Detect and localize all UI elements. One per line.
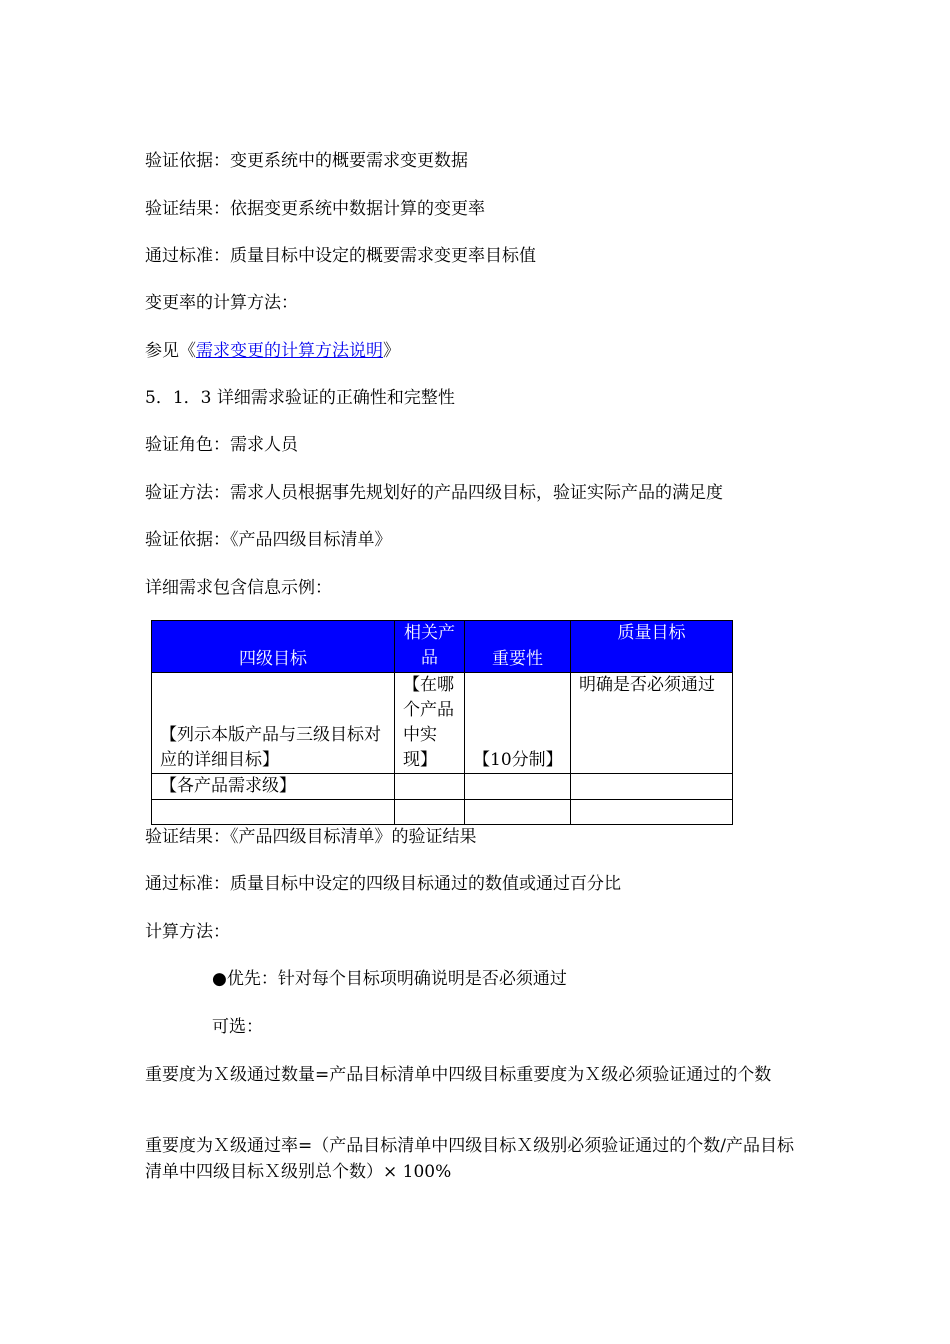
reference-line [145,339,400,363]
header-quality-goal: 质量目标 [571,621,733,673]
table-cell [465,800,571,825]
verify-result-line-2: 验证结果：《产品四级目标清单》的验证结果 [145,827,477,847]
table-cell [465,774,571,800]
section-heading: 5．1．3 详细需求验证的正确性和完整性 [145,388,455,408]
goals-table [151,620,733,825]
verify-basis-line: 验证依据：变更系统中的概要需求变更数据 [145,151,468,171]
detail-info-example-line: 详细需求包含信息示例： [145,578,332,598]
pass-rate-formula: 重要度为Ｘ级通过率=（产品目标清单中四级目标Ｘ级别必须验证通过的个数/产品目标清单中四级目标Ｘ级别总个数）× 100% [145,1136,794,1182]
reference-prefix: 参见《 [145,341,196,361]
table-cell [571,774,733,800]
header-importance: 重要性 [465,621,571,673]
table-row [152,800,733,825]
reference-suffix: 》 [383,341,400,361]
verify-role-line: 验证角色：需求人员 [145,435,298,455]
verify-result-line: 验证结果：依据变更系统中数据计算的变更率 [145,199,485,219]
table-cell: 【在哪个产品中实现】 [395,673,465,774]
table-cell [152,800,395,825]
table-cell: 【列示本版产品与三级目标对应的详细目标】 [152,673,395,774]
priority-bullet-line: ●优先：针对每个目标项明确说明是否必须通过 [212,969,567,989]
table-cell: 明确是否必须通过 [571,673,733,774]
pass-count-formula: 重要度为Ｘ级通过数量=产品目标清单中四级目标重要度为Ｘ级必须验证通过的个数 [145,1065,772,1085]
verify-method-line: 验证方法：需求人员根据事先规划好的产品四级目标，验证实际产品的满足度 [145,483,723,503]
table-header-row [152,621,733,673]
table-cell [571,800,733,825]
header-level4-goal: 四级目标 [152,621,395,673]
calc-method-doc-link[interactable]: 需求变更的计算方法说明 [196,341,383,361]
table-row [152,774,733,800]
header-related-product: 相关产品 [395,621,465,673]
optional-line: 可选： [212,1017,263,1037]
table-cell: 【各产品需求级】 [152,774,395,800]
table-cell [395,774,465,800]
verify-basis-line-2: 验证依据：《产品四级目标清单》 [145,530,392,550]
table-cell: 【10分制】 [465,673,571,774]
table-cell [395,800,465,825]
table-row [152,673,733,774]
pass-standard-line: 通过标准：质量目标中设定的概要需求变更率目标值 [145,246,536,266]
calc-method-line: 计算方法： [145,922,230,942]
change-rate-method-line: 变更率的计算方法： [145,293,298,313]
pass-standard-line-2: 通过标准：质量目标中设定的四级目标通过的数值或通过百分比 [145,874,621,894]
